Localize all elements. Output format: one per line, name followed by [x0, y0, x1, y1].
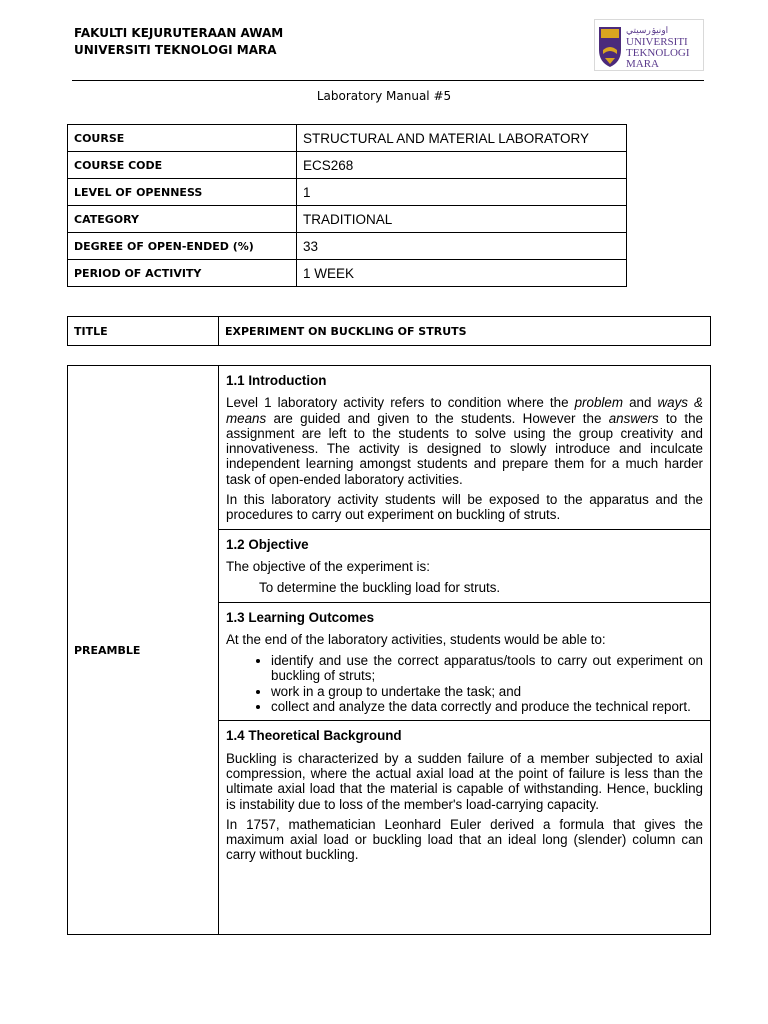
manual-title: Laboratory Manual #5 [316, 89, 452, 103]
table-row [68, 317, 711, 346]
intro-text-c: and [623, 395, 658, 411]
period-label: PERIOD OF ACTIVITY [68, 260, 297, 287]
list-item: • collect and analyze the data correctly and produce the technical report. [271, 699, 703, 714]
outcomes-section [219, 602, 711, 721]
table-row [68, 206, 627, 233]
title-label: TITLE [68, 317, 219, 346]
intro-text-ways: ways & means [226, 395, 703, 426]
background-section [219, 721, 711, 935]
preamble-table [67, 365, 711, 935]
uitm-logo [594, 19, 704, 71]
logo-line2: TEKNOLOGI [626, 47, 690, 59]
list-item: • identify and use the correct apparatus/tools to carry out experiment on buckling of struts; [271, 653, 703, 684]
course-value: STRUCTURAL AND MATERIAL LABORATORY [297, 125, 627, 152]
course-info-table [67, 124, 627, 287]
outcomes-heading: 1.3 Learning Outcomes [226, 609, 375, 625]
uitm-logo-graphic [595, 20, 703, 70]
table-row [68, 125, 627, 152]
outcomes-list [226, 653, 703, 714]
table-row [68, 233, 627, 260]
intro-text-g: to the assignment are left to the students to solve using the group creativity and innovativeness. The activity is designed to slowly introduce and inculcate independent learning amongst students and prepare them for a much harder task of open-ended laboratory activities. [226, 410, 703, 487]
category-value: TRADITIONAL [297, 206, 627, 233]
table-row [68, 260, 627, 287]
course-label: COURSE [68, 125, 297, 152]
category-label: CATEGORY [68, 206, 297, 233]
introduction-paragraph [226, 395, 703, 487]
outcomes-paragraph: At the end of the laboratory activities, students would be able to: [226, 631, 606, 647]
degree-value: 33 [297, 233, 627, 260]
logo-jawi: اونيۏرسيتي [626, 26, 669, 36]
header-divider [72, 80, 704, 81]
objective-heading: 1.2 Objective [226, 536, 309, 552]
intro-text-e: are guided and given to the students. However the [266, 410, 609, 426]
logo-line3: MARA [626, 58, 660, 70]
intro-text-answers: answers [608, 410, 659, 426]
intro-text-problem: problem [574, 395, 623, 411]
level-value: 1 [297, 179, 627, 206]
document-header [74, 25, 283, 59]
table-row [68, 179, 627, 206]
period-value: 1 WEEK [297, 260, 627, 287]
objective-section [219, 529, 711, 602]
objective-statement: To determine the buckling load for struts. [259, 580, 501, 596]
table-row [68, 366, 711, 530]
logo-line1: UNIVERSITI [626, 36, 688, 48]
introduction-heading: 1.1 Introduction [226, 373, 327, 388]
course-code-value: ECS268 [297, 152, 627, 179]
background-heading: 1.4 Theoretical Background [226, 728, 402, 744]
introduction-paragraph-2: In this laboratory activity students will be exposed to the apparatus and the procedures to carry out experiment on buckling of struts. [226, 492, 703, 523]
course-code-label: COURSE CODE [68, 152, 297, 179]
level-label: LEVEL OF OPENNESS [68, 179, 297, 206]
title-table [67, 316, 711, 346]
intro-text-a: Level 1 laboratory activity refers to condition where the [226, 395, 575, 411]
table-row [68, 152, 627, 179]
title-value: EXPERIMENT ON BUCKLING OF STRUTS [219, 317, 711, 346]
background-paragraph-1: Buckling is characterized by a sudden failure of a member subjected to axial compression, where the actual axial load at the point of failure is less than the ultimate axial load that the material is capable of withstanding. Hence, buckling is instability due to loss of the member's load-carrying capacity. [226, 750, 703, 812]
university-name: UNIVERSITI TEKNOLOGI MARA [74, 43, 277, 57]
faculty-name: FAKULTI KEJURUTERAAN AWAM [74, 26, 284, 40]
background-paragraph-2: In 1757, mathematician Leonhard Euler derived a formula that gives the maximum axial load or buckling load that an ideal long (slender) column can carry without buckling. [226, 816, 703, 863]
introduction-section [219, 366, 711, 530]
objective-paragraph: The objective of the experiment is: [226, 558, 430, 574]
preamble-label: PREAMBLE [68, 366, 219, 935]
list-item: • work in a group to undertake the task; and [271, 684, 703, 699]
degree-label: DEGREE OF OPEN-ENDED (%) [68, 233, 297, 260]
